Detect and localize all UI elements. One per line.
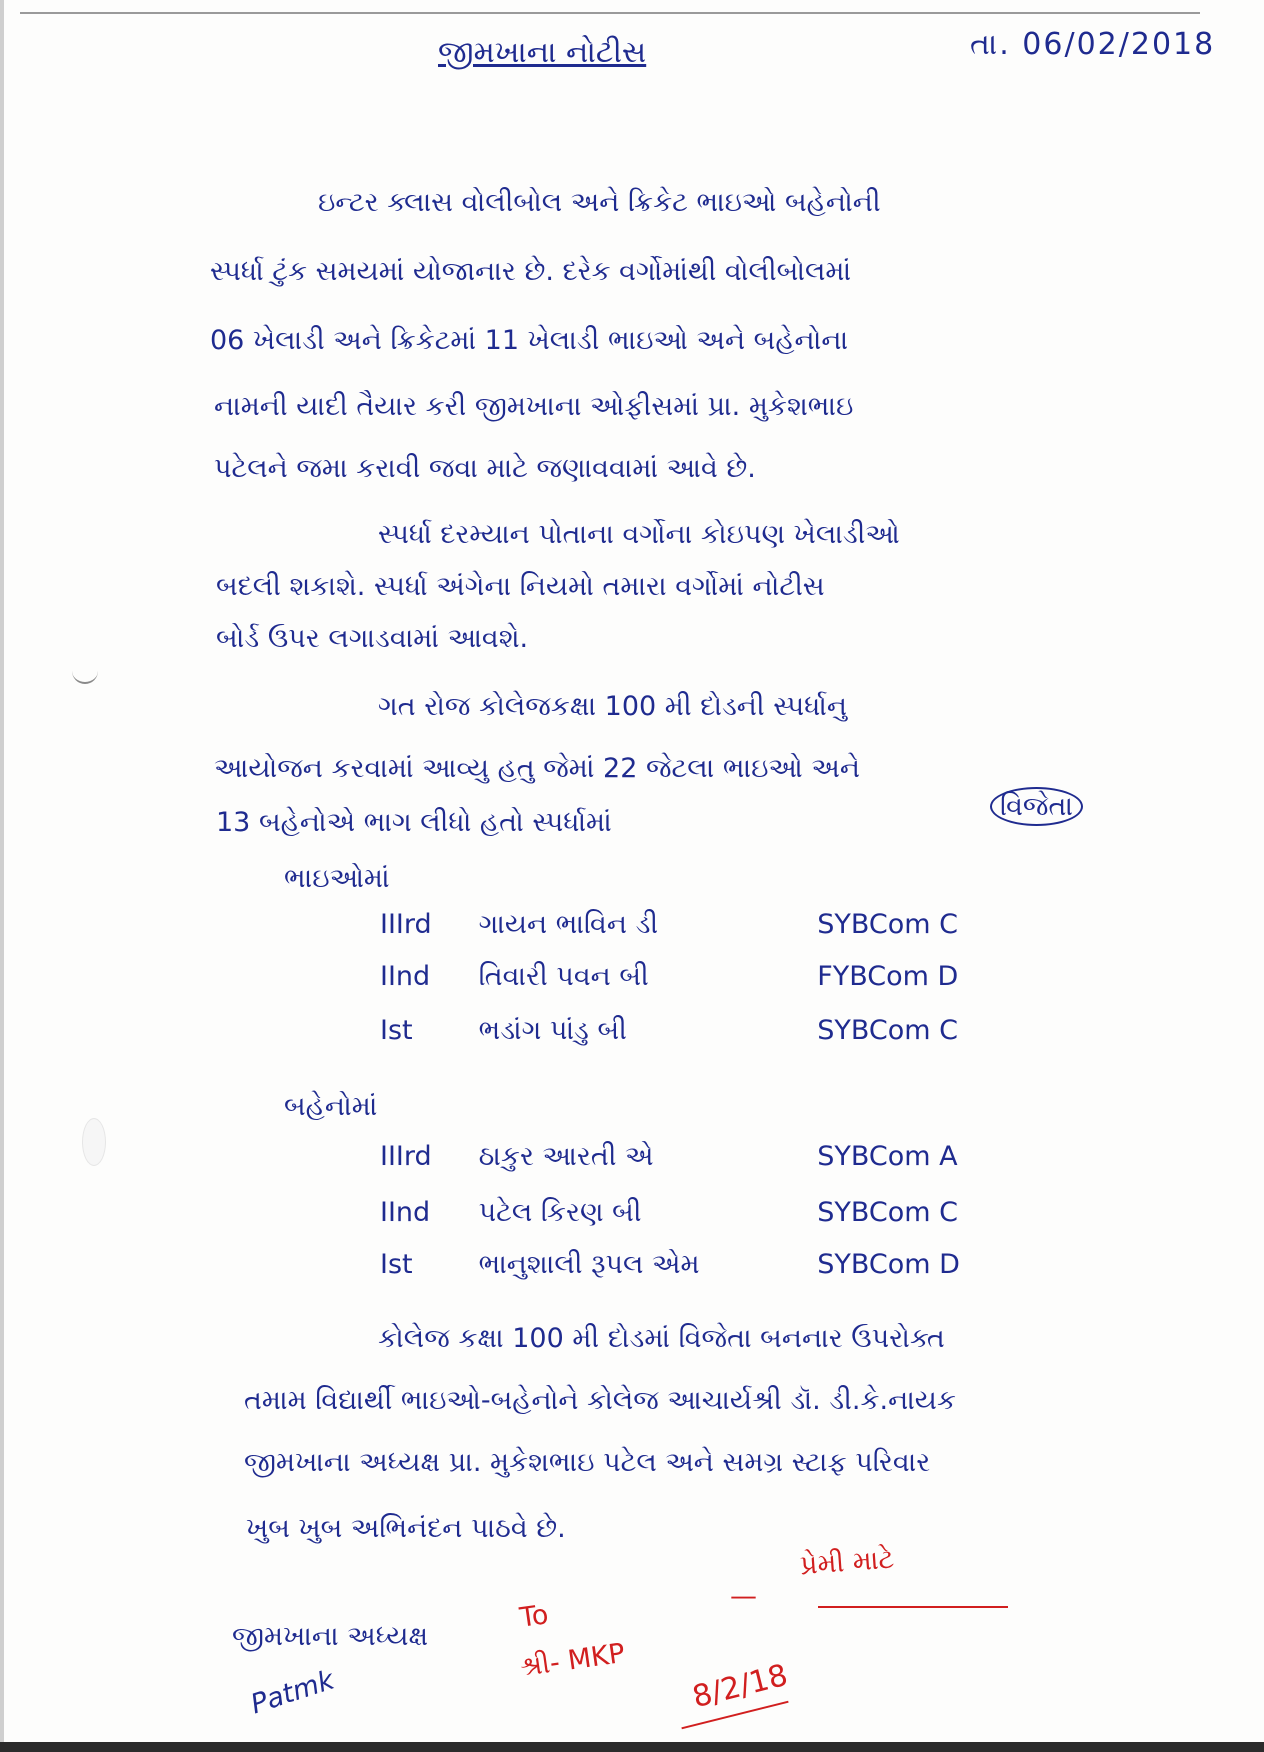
- paragraph4-line3: જીમખાના અધ્યક્ષ પ્રા. મુકેશભાઇ પટેલ અને સમગ્ર સ્ટાફ પરિવાર: [244, 1447, 931, 1478]
- rank-label: IIIrd: [380, 1141, 432, 1172]
- red-note-to: To: [517, 1599, 551, 1634]
- girls-row: [380, 1196, 958, 1230]
- boys-row: [380, 1014, 958, 1048]
- paragraph3-line1: ગત રોજ કોલેજકક્ષા 100 મી દોડની સ્પર્ધાનુ: [378, 691, 848, 722]
- winner-name: ગાયન ભાવિન ડી: [478, 909, 659, 940]
- signatory-title: જીમખાના અધ્યક્ષ: [232, 1621, 429, 1652]
- girls-heading: બહેનોમાં: [284, 1091, 378, 1122]
- paragraph1-line5: પટેલને જમા કરાવી જવા માટે જણાવવામાં આવે છે.: [214, 453, 756, 484]
- boys-heading: ભાઇઓમાં: [284, 863, 390, 894]
- paragraph1-line2: સ્પર્ધા ટુંક સમયમાં યોજાનાર છે. દરેક વર્ગોમાંથી વોલીબોલમાં: [210, 256, 852, 287]
- rank-label: IInd: [380, 1197, 431, 1228]
- winner-name: ભડાંગ પાંડુ બી: [478, 1015, 627, 1046]
- boys-row: [380, 908, 958, 942]
- paragraph4-line2: તમામ વિદ્યાર્થી ભાઇઓ-બહેનોને કોલેજ આચાર્યશ્રી ડૉ. ડી.કે.નાયક: [244, 1385, 956, 1416]
- paragraph4-line4: ખુબ ખુબ અભિનંદન પાઠવે છે.: [246, 1513, 566, 1544]
- paragraph3-line3: 13 બહેનોએ ભાગ લીધો હતો સ્પર્ધામાં: [216, 807, 612, 838]
- winner-class: SYBCom D: [817, 1249, 960, 1280]
- notice-date: તા. 06/02/2018: [970, 27, 1216, 62]
- punch-hole: [82, 1118, 106, 1166]
- red-initial-date: 8/2/18: [689, 1657, 792, 1716]
- notice-title: જીમખાના નોટીસ: [438, 35, 647, 70]
- winners-tag-wrap: [990, 790, 1083, 824]
- top-rule: [20, 12, 1200, 14]
- red-underline: [818, 1606, 1008, 1608]
- paragraph2-line2: બદલી શકાશે. સ્પર્ધા અંગેના નિયમો તમારા વર્ગોમાં નોટીસ: [216, 571, 825, 602]
- signature: Patmk: [247, 1664, 338, 1721]
- winner-name: ઠાકુર આરતી એ: [478, 1141, 654, 1172]
- girls-row: [380, 1248, 960, 1282]
- winner-class: SYBCom C: [817, 909, 958, 940]
- winner-class: SYBCom C: [817, 1197, 958, 1228]
- rank-label: IInd: [380, 961, 431, 992]
- winner-class: SYBCom C: [817, 1015, 958, 1046]
- scan-bottom-edge: [0, 1742, 1264, 1752]
- winner-name: પટેલ કિરણ બી: [478, 1197, 642, 1228]
- scan-edge: [0, 0, 4, 1752]
- paragraph2-line3: બોર્ડ ઉપર લગાડવામાં આવશે.: [216, 623, 529, 654]
- rank-label: IIIrd: [380, 909, 432, 940]
- paragraph1-line1: ઇન્ટર ક્લાસ વોલીબોલ અને ક્રિકેટ ભાઇઓ બહેનોની: [318, 187, 881, 218]
- winner-class: SYBCom A: [817, 1141, 958, 1172]
- paragraph4-line1: કોલેજ કક્ષા 100 મી દોડમાં વિજેતા બનનાર ઉપરોક્ત: [378, 1323, 945, 1354]
- winner-name: ભાનુશાલી રૂપલ એમ: [478, 1249, 700, 1280]
- paragraph1-line3: 06 ખેલાડી અને ક્રિકેટમાં 11 ખેલાડી ભાઇઓ અને બહેનોના: [210, 325, 849, 356]
- winner-class: FYBCom D: [817, 961, 959, 992]
- rank-label: Ist: [380, 1015, 413, 1046]
- red-note-dash: —: [730, 1581, 757, 1612]
- paragraph1-line4: નામની યાદી તૈયાર કરી જીમખાના ઓફીસમાં પ્રા. મુકેશભાઇ: [214, 391, 854, 422]
- rank-label: Ist: [380, 1249, 413, 1280]
- winner-name: તિવારી પવન બી: [478, 961, 649, 992]
- red-note-name: શ્રી- MKP: [518, 1637, 627, 1684]
- paragraph3-line2: આયોજન કરવામાં આવ્યુ હતુ જેમાં 22 જેટલા ભાઇઓ અને: [214, 753, 860, 784]
- margin-mark: [72, 668, 98, 684]
- paragraph2-line1: સ્પર્ધા દરમ્યાન પોતાના વર્ગોના કોઇપણ ખેલાડીઓ: [378, 519, 900, 550]
- girls-row: [380, 1140, 958, 1174]
- winners-tag: વિજેતા: [990, 787, 1083, 826]
- boys-row: [380, 960, 958, 994]
- red-note-text: પ્રેમી માટે: [798, 1543, 896, 1582]
